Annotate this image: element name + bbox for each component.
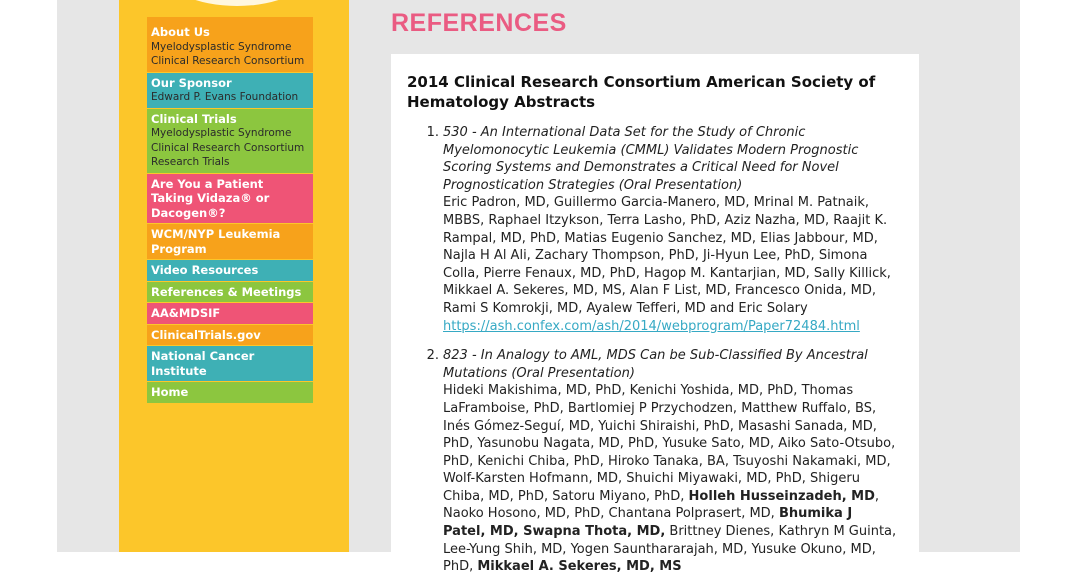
- nav-item-wcm-nyp-leukemia[interactable]: [147, 224, 313, 259]
- nav-item-references-meetings[interactable]: [147, 282, 313, 303]
- reference-title: 530 - An International Data Set for the Study of Chronic Myelomonocytic Leukemia (CMML) Validates Modern Prognostic Scoring Systems and Demonstrates a Critical Need for Novel Prognostication Strategies (Oral Presentation): [443, 125, 859, 193]
- nav-item-title: About Us: [151, 25, 210, 39]
- nav-item-title: Home: [151, 385, 189, 399]
- nav-item-title: ClinicalTrials.gov: [151, 327, 261, 342]
- nav-item-title: References & Meetings: [151, 284, 302, 299]
- nav-item-clinicaltrials-gov[interactable]: [147, 325, 313, 346]
- reference-authors-part: , Naoko Hosono, MD, PhD, Chantana Polprasert, MD,: [443, 488, 880, 522]
- reference-number: 1.: [426, 125, 439, 140]
- reference-link[interactable]: https://ash.confex.com/ash/2014/webprogram/Paper72484.html: [443, 318, 860, 334]
- nav-item-national-cancer-institute[interactable]: [147, 346, 313, 381]
- nav-item-aamdsif[interactable]: [147, 303, 313, 324]
- nav-item-subtitle: Edward P. Evans Foundation: [151, 91, 299, 103]
- reference-authors: [443, 383, 896, 574]
- reference-item: [426, 124, 919, 335]
- reference-authors: Eric Padron, MD, Guillermo Garcia-Manero, MD, Mrinal M. Patnaik, MBBS, Raphael Itzykson, Terra Lasho, PhD, Aziz Nazha, MD, Raajit K. Rampal, MD, PhD, Matias Eugenio Sanchez, MD, Elias Jabbour, MD, Najla H Al Ali, Zachary Thompson, PhD, Ji-Hyun Lee, PhD, Simona Colla, Pierre Fenaux, MD, PhD, Hagop M. Kantarjian, MD, Sally Killick, Mikkael A. Sekeres, MD, MS, Alan F List, MD, Francesco Onida, MD, Rami S Komrokji, MD, Ayalew Tefferi, MD and Eric Solary: [443, 195, 891, 316]
- nav-item-subtitle: Myelodysplastic Syndrome Clinical Research Consortium: [151, 40, 305, 67]
- reference-item: [426, 347, 919, 576]
- reference-title: 823 - In Analogy to AML, MDS Can be Sub-Classified By Ancestral Mutations (Oral Presentation): [443, 348, 868, 381]
- reference-author-highlight: Holleh Husseinzadeh, MD: [688, 488, 875, 504]
- reference-author-highlight: Bhumika J Patel, MD, Swapna Thota, MD,: [443, 506, 853, 540]
- nav-item-title: WCM/NYP Leukemia Program: [151, 227, 281, 256]
- nav-item-about-us[interactable]: [147, 17, 313, 72]
- reference-authors-part: Hideki Makishima, MD, PhD, Kenichi Yoshida, MD, PhD, Thomas LaFramboise, PhD, Bartlomiej P Przychodzen, Matthew Ruffalo, BS, Inés Gómez-Seguí, MD, Yuichi Shiraishi, PhD, Masashi Sanada, MD, PhD, Yasunobu Nagata, MD, PhD, Yusuke Sato, MD, Aiko Sato-Otsubo, PhD, Kenichi Chiba, PhD, Hiroko Tanaka, BA, Tsuyoshi Nakamaki, MD, Wolf-Karsten Hofmann, MD, Shuichi Miyawaki, MD, PhD, Shigeru Chiba, MD, PhD, Satoru Miyano, PhD,: [443, 383, 896, 504]
- nav-item-title: Are You a Patient Taking Vidaza® or Dacogen®?: [151, 176, 270, 220]
- reference-number: 2.: [426, 348, 439, 364]
- nav-item-title: AA&MDSIF: [151, 306, 221, 320]
- nav-item-subtitle: Myelodysplastic Syndrome Clinical Research Consortium Research Trials: [151, 127, 305, 168]
- section-title: 2014 Clinical Research Consortium American Society of Hematology Abstracts: [407, 73, 876, 111]
- nav-item-video-resources[interactable]: [147, 260, 313, 281]
- nav-item-our-sponsor[interactable]: [147, 73, 313, 108]
- content-panel: [391, 54, 919, 575]
- page-title: REFERENCES: [391, 9, 567, 37]
- nav-item-title: Video Resources: [151, 263, 259, 277]
- nav-item-clinical-trials[interactable]: [147, 109, 313, 173]
- nav-item-title: Clinical Trials: [151, 111, 237, 126]
- reference-author-highlight: Mikkael A. Sekeres, MD, MS: [477, 559, 682, 575]
- reference-authors-part: Brittney Dienes, Kathryn M Guinta, Lee-Yung Shih, MD, Yogen Saunthararajah, MD, Yusuke Okuno, MD, PhD,: [443, 524, 897, 575]
- nav-item-title: National Cancer Institute: [151, 349, 255, 378]
- sidebar-nav: [147, 17, 313, 404]
- nav-item-patient-vidaza-dacogen[interactable]: [147, 174, 313, 224]
- nav-item-home[interactable]: [147, 382, 313, 403]
- reference-list: [391, 124, 919, 576]
- nav-item-title: Our Sponsor: [151, 75, 232, 90]
